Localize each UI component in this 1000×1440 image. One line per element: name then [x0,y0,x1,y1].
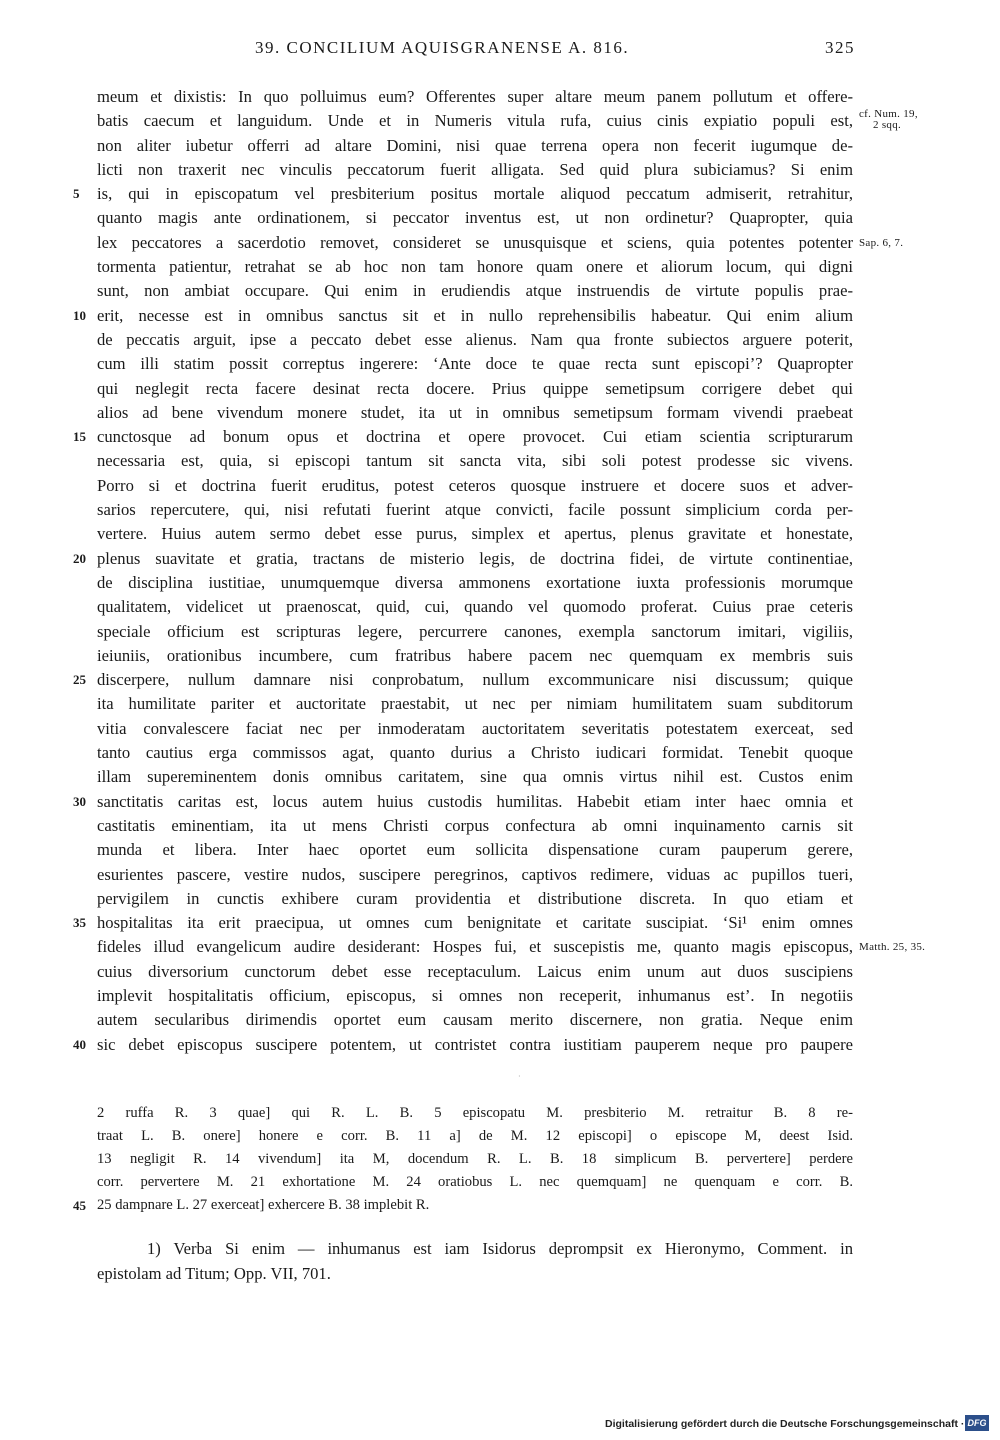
line-number: 5 [73,186,80,202]
text-line [73,425,853,449]
critical-apparatus [73,1102,853,1217]
line-text: licti non traxerit nec vinculis peccatorum fuerit alligata. Sed quid plura subiciamus? Si enim [97,159,853,179]
footnote-line: 1) Verba Si enim — inhumanus est iam Isidorus deprompsit ex Hieronymo, Comment. in [147,1239,853,1258]
apparatus-text: 2 ruffa R. 3 quae] qui R. L. B. 5 episcopatu M. presbiterio M. retraitur B. 8 re- [97,1105,853,1121]
line-text: qui neglegit recta facere desinat recta docere. Prius quippe semetipsum corrigere debet qui [97,378,853,398]
text-line [97,377,853,401]
text-line [97,352,853,376]
line-text: castitatis eminentiam, ita ut mens Christi corpus confectura ab omni inquinamento carnis sit [97,815,853,835]
line-text: cunctosque ad bonum opus et doctrina et opere provocet. Cui etiam scientia scripturarum [97,427,853,447]
line-text: tormenta patientur, retrahat se ab hoc non tam honore quam onere et aliorum locum, qui digni [97,257,853,277]
text-line [97,960,853,984]
text-line [73,547,853,571]
apparatus-text: corr. pervertere M. 21 exhortatione M. 24 oratiobus L. nec quemquam] ne quenquam e corr. B. [97,1174,853,1190]
line-number: 45 [73,1198,86,1213]
text-line [97,108,918,133]
apparatus-line [97,1171,853,1194]
margin-reference [859,942,925,953]
apparatus-text: 13 negligit R. 14 vivendum] ita M, docendum R. L. B. 18 simplicum B. pervertere] perdere [97,1151,853,1167]
line-text: pervigilem in cunctis exhibere curam providentia et distributione discreta. In quo etiam et [97,888,853,908]
line-text: plenus suavitate et gratia, tractans de misterio legis, de doctrina fidei, de virtute continentiae, [97,548,853,568]
line-text: qualitatem, videlicet ut praenoscat, quid, cui, quando vel quomodo proferat. Cuius prae ceteris [97,597,853,617]
margin-reference [859,238,903,249]
text-line [97,328,853,352]
text-line [97,401,853,425]
text-line [73,182,853,206]
line-text: alios ad bene vivendum monere studet, ita ut in omnibus semetipsum formam vivendi praebeat [97,402,853,422]
line-text: de peccatis arguit, ipse a peccato debet esse alienus. Nam qua fronte subiectos arguere poterit, [97,329,853,349]
text-line [97,644,853,668]
line-text: illam supereminentem donis omnibus caritatem, sine qua omnis virtus nihil est. Custos enim [97,767,853,787]
text-line [97,1008,853,1032]
line-text: esurientes pascere, vestire nudos, suscipere peregrinos, captivos redimere, viduas ac pupillos tueri, [97,864,853,884]
apparatus-line [97,1102,853,1125]
margin-reference [859,109,918,131]
main-text [73,85,926,1057]
apparatus-line [97,1148,853,1171]
line-text: cuius diversorium cunctorum debet esse receptaculum. Laicus enim unum aut duos suscipiens [97,961,853,981]
text-line [97,498,853,522]
line-number: 20 [73,550,86,566]
text-line [97,887,853,911]
text-line [73,1033,853,1057]
line-number: 35 [73,915,86,931]
line-text: erit, necesse est in omnibus sanctus sit et in nullo reprehensibilis habeatur. Qui enim alium [97,305,853,325]
line-text: necessaria est, quia, si episcopi tantum sit sancta vita, sibi soli potest prodesse sic vivens. [97,451,853,471]
margin-reference-text: Sap. 6, 7. [859,236,904,249]
text-line [97,692,853,716]
margin-reference-text: 2 sqq. [873,119,902,132]
text-line [97,595,853,619]
footnote-line: epistolam ad Titum; Opp. VII, 701. [97,1264,331,1283]
line-number: 25 [73,672,86,688]
apparatus-text: traat L. B. onere] honere e corr. B. 11 a] de M. 12 episcopi] o episcope M, deest Isid. [97,1128,853,1144]
text-line [97,620,853,644]
text-line [73,304,853,328]
line-text: tanto cautius erga commissos agat, quanto durius a Christo iudicari formidat. Tenebit quoque [97,743,853,763]
line-text: is, qui in episcopatum vel presbiterium positus mortale aliquod peccatum admiserit, retrahitur, [97,184,853,204]
line-text: ieiuniis, orationibus incumbere, cum fratribus habere pacem nec quemquam ex membris suis [97,645,853,665]
line-number: 30 [73,793,86,809]
running-header [255,38,855,68]
line-text: fideles illud evangelicum audire desiderant: Hospes fui, et suscepistis me, quanto magis episcopus, [97,937,853,957]
text-line [97,206,853,230]
text-line [97,231,904,255]
digitization-credit: Digitalisierung gefördert durch die Deutsche Forschungsgemeinschaft · [605,1418,965,1430]
text-line [97,935,926,959]
text-line [97,838,853,862]
text-line [97,279,853,303]
line-text: de disciplina iustitiae, unumquemque diversa ammonens exortatione iuxta professionis morumque [97,572,853,592]
line-text: sarios repercutere, qui, nisi refutati fuerint atque convicti, facile possunt simplicium corda per- [97,500,853,520]
apparatus-line [73,1194,853,1217]
line-text: sanctitatis caritas est, locus autem huius custodis humilitas. Habebit etiam inter haec omnia et [97,791,853,811]
text-line [73,911,853,935]
text-line [97,717,853,741]
text-line [97,571,853,595]
line-text: cum illi statim possit correptus ingerere: ‘Ante doce te quae recta sunt episcopi’? Quapropter [97,354,853,374]
line-text: lex peccatores a sacerdotio removet, consideret se unusquisque et sciens, quia potentes potenter [97,232,853,252]
apparatus-text: 25 dampnare L. 27 exerceat] exhercere B. 38 implebit R. [97,1197,430,1213]
line-text: autem secularibus dirimendis oportet eum causam merito discernere, non gratia. Neque enim [97,1010,853,1030]
line-text: vertere. Huius autem sermo debet esse purus, simplex et apertus, plenus gravitate et honestate, [97,524,853,544]
text-line [97,474,853,498]
dfg-logo: DFG [965,1415,989,1431]
text-line [97,449,853,473]
line-text: non aliter iubetur offerri ad altare Domini, nisi quae terrena opera non fecerit iugumque de- [97,135,853,155]
scan-mark: · [518,1072,521,1081]
text-line [97,814,853,838]
line-number: 10 [73,307,86,323]
line-text: munda et libera. Inter haec oportet eum sollicita dispensatione curam pauperum gerere, [97,840,853,860]
line-text: vitia convalescere faciat nec per inmoderatam auctoritatem severitatis potestatem exerceat, sed [97,718,853,738]
line-text: sunt, non ambiat occupare. Qui enim in erudiendis atque instruendis de virtute populis prae- [97,281,853,301]
text-line [97,158,853,182]
text-line [97,85,853,109]
text-line [73,790,853,814]
line-number: 15 [73,429,86,445]
line-text: meum et dixistis: In quo polluimus eum? Offerentes super altare meum panem pollutum et offere- [97,87,853,106]
text-line [97,765,853,789]
text-line [97,134,853,158]
line-text: implevit hospitalitatis officium, episcopus, si omnes non receperit, inhumanus est’. In negotiis [97,985,853,1005]
line-text: discerpere, nullum damnare nisi conprobatum, nullum excommunicare nisi discussum; quique [97,670,853,690]
text-line [97,984,853,1008]
margin-reference-text: cf. Num. 19, [859,108,918,121]
line-text: ita humilitate pariter et auctoritate praestabit, ut nec per nimiam humilitatem suam subditorum [97,694,853,714]
running-title: 39. CONCILIUM AQUISGRANENSE A. 816. [255,38,630,57]
text-line [97,863,853,887]
text-line [97,522,853,546]
line-text: Porro si et doctrina fuerit eruditus, potest ceteros quosque instruere et docere suos et adver- [97,475,853,495]
line-text: batis caecum et languidum. Unde et in Numeris vitula rufa, cuius cinis expiatio populi est, [97,111,853,131]
line-text: sic debet episcopus suscipere potentem, ut contristet contra iustitiam pauperem neque pro paupere [97,1034,853,1054]
text-line [97,741,853,765]
text-line [73,668,853,692]
line-text: hospitalitas ita erit praecipua, ut omnes cum benignitate et caritate suscipiat. ‘Si¹ enim omnes [97,913,853,933]
line-text: speciale officium est scripturas legere, percurrere canones, exempla sanctorum imitari, vigiliis, [97,621,853,641]
footnote [97,1236,853,1286]
page-number: 325 [825,38,855,57]
line-text: quanto magis ante ordinationem, si peccator inventus est, ut non ordinetur? Quapropter, quia [97,208,853,228]
apparatus-line [97,1125,853,1148]
line-number: 40 [73,1036,86,1052]
text-line [97,255,853,279]
margin-reference-text: Matth. 25, 35. [859,941,926,954]
